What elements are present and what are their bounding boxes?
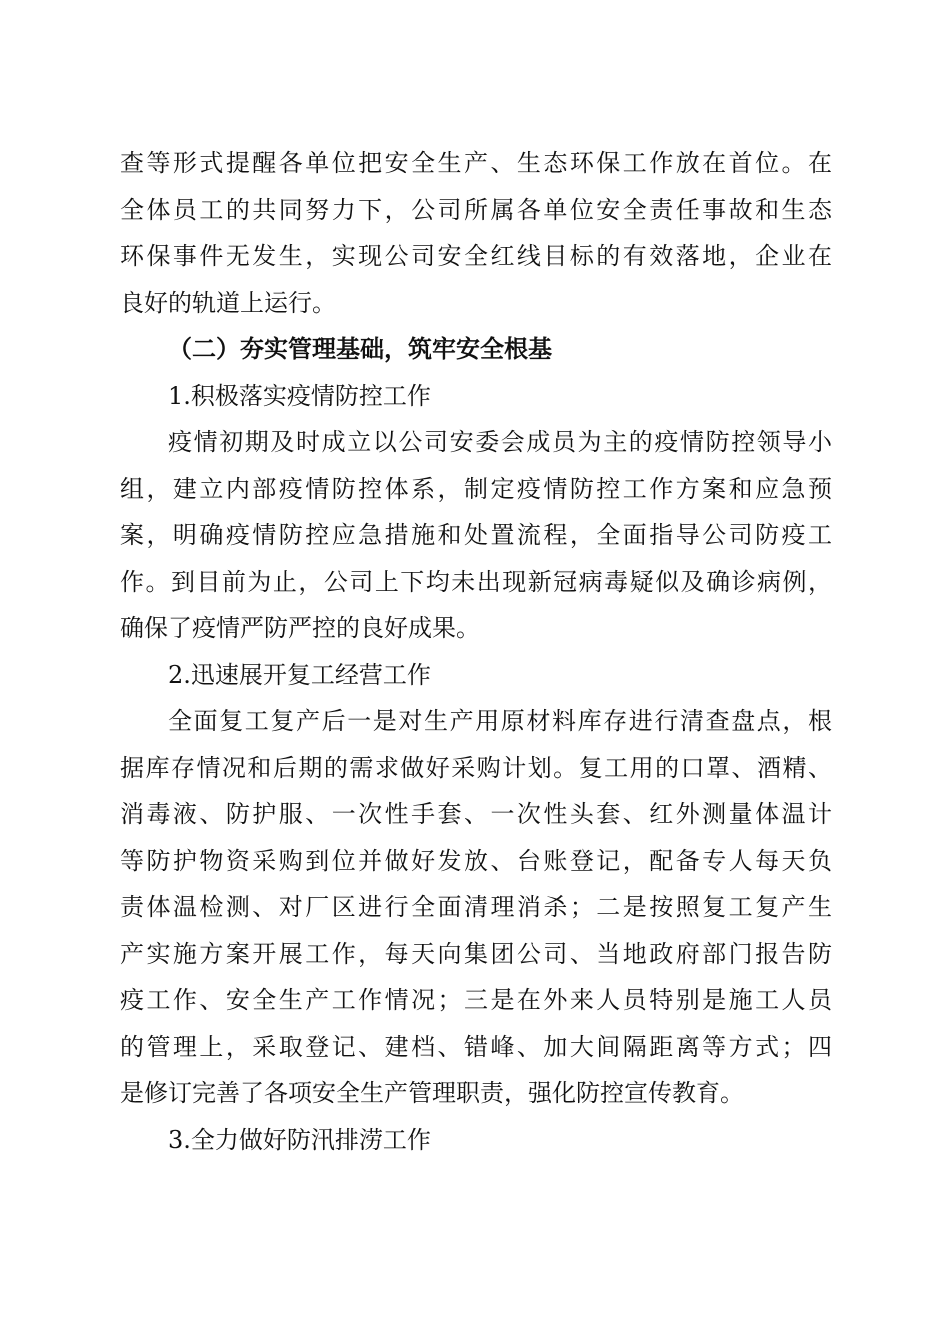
subsection-heading-2: 2.迅速展开复工经营工作 [168,660,431,689]
text-line: 疫情初期及时成立以公司安委会成员为主的疫情防控领导小 [168,428,832,456]
text-line: 全体员工的共同努力下，公司所属各单位安全责任事故和生态 [120,195,832,224]
section-heading: （二）夯实管理基础，筑牢安全根基 [168,334,552,363]
subsection-heading-1: 1.积极落实疫情防控工作 [168,381,431,410]
text-line: 组，建立内部疫情防控体系，制定疫情防控工作方案和应急预 [120,474,832,503]
subsection-heading-3: 3.全力做好防汛排涝工作 [168,1125,431,1154]
paragraph-safety-summary [120,140,832,326]
text-line: 的管理上，采取登记、建档、错峰、加大间隔距离等方式；四 [120,1032,832,1061]
text-line: 责体温检测、对厂区进行全面清理消杀；二是按照复工复产生 [120,893,832,921]
text-line: 确保了疫情严防严控的良好成果。 [120,614,480,642]
text-line: 据库存情况和后期的需求做好采购计划。复工用的口罩、酒精、 [120,753,832,782]
text-line: 查等形式提醒各单位把安全生产、生态环保工作放在首位。在 [120,149,832,177]
text-line: 产实施方案开展工作，每天向集团公司、当地政府部门报告防 [120,939,832,968]
text-line: 良好的轨道上运行。 [120,288,336,317]
text-line: 作。到目前为止，公司上下均未出现新冠病毒疑似及确诊病例， [120,567,832,596]
text-line: 是修订完善了各项安全生产管理职责，强化防控宣传教育。 [120,1079,744,1107]
document-page [120,140,832,1163]
paragraph-epidemic-control [120,419,832,652]
text-line: 疫工作、安全生产工作情况；三是在外来人员特别是施工人员 [120,986,832,1014]
paragraph-resumption [120,698,832,1117]
text-line: 环保事件无发生，实现公司安全红线目标的有效落地，企业在 [120,242,832,270]
text-line: 消毒液、防护服、一次性手套、一次性头套、红外测量体温计 [120,800,832,828]
text-line: 案，明确疫情防控应急措施和处置流程，全面指导公司防疫工 [120,521,832,549]
text-line: 全面复工复产后一是对生产用原材料库存进行清查盘点，根 [168,707,832,735]
text-line: 等防护物资采购到位并做好发放、台账登记，配备专人每天负 [120,846,832,875]
